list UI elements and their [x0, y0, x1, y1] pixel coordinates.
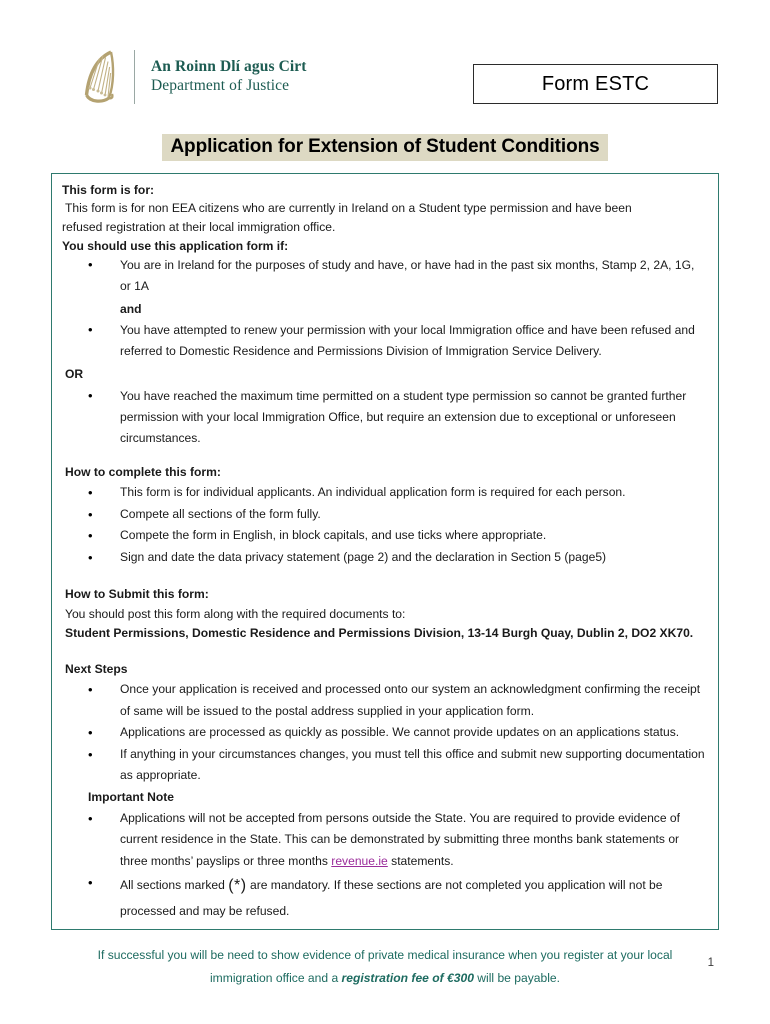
list-item: • If anything in your circumstances changes, you must tell this office and submit new supporting documentation as appropriate.	[62, 744, 708, 787]
mandatory-asterisk-marker: (*)	[228, 877, 247, 895]
list-item: • This form is for individual applicants. An individual application form is required for each person.	[62, 482, 708, 504]
logo-divider	[134, 50, 135, 104]
closing-note-text-1: If successful you will be need to show evidence of private medical insurance when you register at your local immigration office and a	[97, 948, 673, 985]
list-item: • You have attempted to renew your permission with your local Immigration office and have been refused and referred to Domestic Residence and Permissions Division of Immigration Service Delivery.	[62, 320, 708, 362]
form-code-box	[473, 64, 718, 104]
list-item: • Compete all sections of the form fully.	[62, 504, 708, 526]
department-name-english: Department of Justice	[151, 77, 290, 94]
department-name-irish: An Roinn Dlí agus Cirt	[151, 58, 307, 76]
use-if-bullet-list	[62, 255, 708, 297]
page-title: Application for Extension of Student Conditions	[162, 134, 607, 161]
important-note-text-1: Applications will not be accepted from persons outside the State. You are required to provide evidence of current residence in the State. This can be demonstrated by submitting three months bank statements or three months’ payslips or three months	[120, 810, 681, 868]
next-steps-heading: Next Steps	[65, 661, 128, 676]
list-item	[62, 872, 708, 922]
document-header	[0, 46, 770, 112]
form-code-label: Form ESTC	[541, 72, 650, 95]
list-item: • Sign and date the data privacy statement (page 2) and the declaration in Section 5 (page5)	[62, 547, 708, 569]
important-note-heading: Important Note	[88, 789, 174, 804]
next-steps-bullet-list	[62, 679, 708, 787]
list-item: • You are in Ireland for the purposes of study and have, or have had in the past six months, Stamp 2, 2A, 1G, or 1A	[62, 255, 708, 297]
page-title-wrapper	[0, 134, 770, 161]
department-logo	[78, 46, 307, 108]
list-item	[62, 808, 708, 873]
or-bullet-list	[62, 386, 708, 448]
how-to-submit-body: You should post this form along with the required documents to:	[65, 606, 406, 621]
page-number: 1	[707, 957, 714, 969]
important-note-bullet-list	[62, 808, 708, 923]
form-is-for-body-line-1: This form is for non EEA citizens who are currently in Ireland on a Student type permission and have been	[65, 201, 632, 216]
list-item: • Once your application is received and processed onto our system an acknowledgment confirming the receipt of same will be issued to the postal address supplied in your application form.	[62, 679, 708, 722]
information-box	[51, 173, 719, 985]
or-connector: OR	[65, 367, 84, 382]
closing-note-fee-emphasis: registration fee of €300	[341, 970, 474, 985]
list-item: • Compete the form in English, in block capitals, and use ticks where appropriate.	[62, 525, 708, 547]
use-if-heading: You should use this application form if:	[62, 239, 289, 254]
and-connector: and	[120, 302, 142, 317]
use-if-bullet-list-2	[62, 320, 708, 362]
how-to-complete-bullet-list	[62, 482, 708, 568]
department-name-block	[151, 58, 307, 96]
mandatory-text-1: All sections marked	[120, 878, 229, 893]
important-note-text-2: statements.	[387, 853, 454, 868]
how-to-submit-heading: How to Submit this form:	[65, 587, 209, 602]
revenue-ie-link[interactable]: revenue.ie	[331, 853, 388, 868]
list-item: • You have reached the maximum time permitted on a student type permission so cannot be granted further permission with your local Immigration Office, but require an extension due to exceptional or unforeseen circumstances.	[62, 386, 708, 448]
closing-note-text-2: will be payable.	[473, 970, 560, 985]
irish-harp-icon	[78, 48, 120, 106]
closing-note	[62, 944, 708, 989]
mandatory-text-2: are mandatory. If these sections are not completed you application will not be processed and may be refused.	[120, 878, 663, 918]
form-is-for-body-line-2: refused registration at their local immigration office.	[62, 220, 336, 235]
how-to-complete-heading: How to complete this form:	[65, 464, 221, 479]
submit-address: Student Permissions, Domestic Residence and Permissions Division, 13-14 Burgh Quay, Dublin 2, DO2 XK70.	[65, 625, 694, 640]
list-item: • Applications are processed as quickly as possible. We cannot provide updates on an applications status.	[62, 722, 708, 744]
form-is-for-heading: This form is for:	[62, 183, 155, 197]
